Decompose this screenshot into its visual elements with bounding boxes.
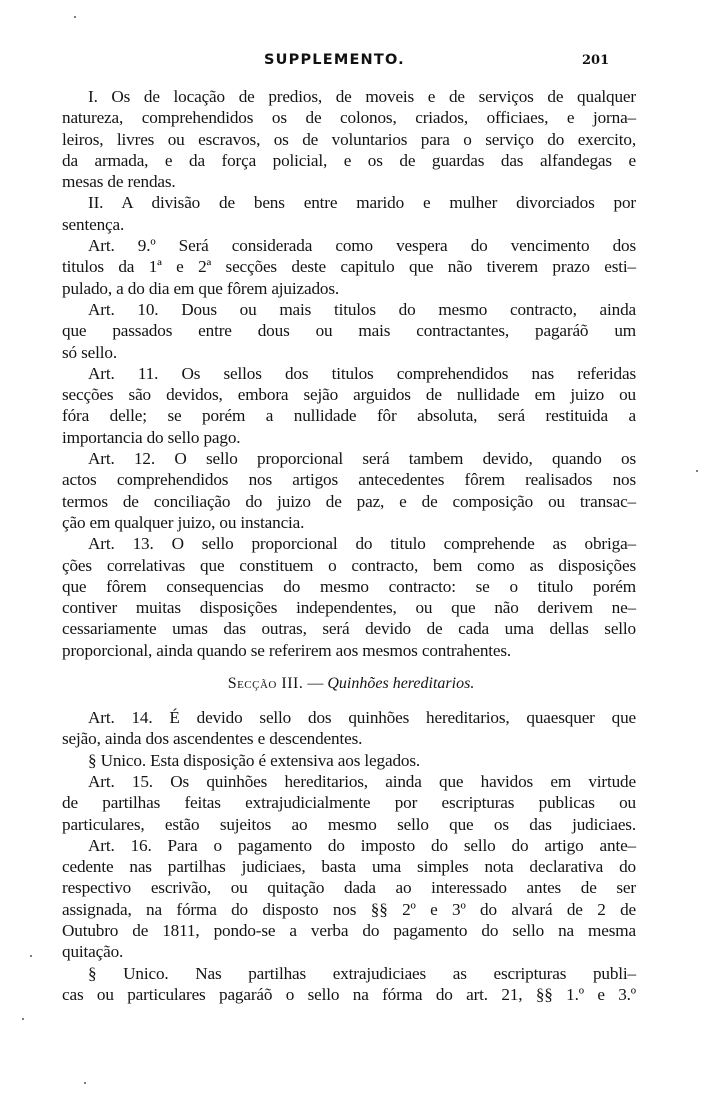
- section-title: Quinhões hereditarios.: [327, 675, 475, 693]
- body-text: [62, 86, 636, 1005]
- text-line: que fôrem consequencias do mesmo contracto: se o titulo porém: [62, 576, 636, 596]
- text-line: Art. 12. O sello proporcional será tambem devido, quando os: [88, 449, 636, 469]
- text-line: cas ou particulares pagaráõ o sello na fórma do art. 21, §§ 1.º e 3.º: [62, 984, 636, 1004]
- text-line: leiros, livres ou escravos, os de voluntarios para o serviço do exercito,: [62, 129, 636, 149]
- section-heading: [62, 661, 636, 707]
- running-head: [0, 52, 704, 72]
- text-line: Art. 14. É devido sello dos quinhões hereditarios, quaesquer que: [88, 708, 636, 728]
- text-line: cedente nas partilhas judiciaes, basta uma simples nota declarativa do: [62, 857, 636, 877]
- text-line: da armada, e da força policial, e os de guardas das alfandegas e: [62, 150, 636, 170]
- paragraph-art-12: [62, 448, 636, 533]
- paragraph-art-10: [62, 299, 636, 363]
- page-number: 201: [582, 53, 610, 68]
- text-line: assignada, na fórma do disposto nos §§ 2º e 3º do alvará de 2 de: [62, 899, 636, 919]
- text-line: Art. 10. Dous ou mais titulos do mesmo contracto, ainda: [88, 299, 636, 319]
- text-line: II. A divisão de bens entre marido e mulher divorciados por: [88, 193, 636, 213]
- paragraph-art-14: [62, 707, 636, 750]
- text-line: quitação.: [62, 942, 124, 962]
- paragraph-art-16-unico: [62, 963, 636, 1006]
- text-line: Art. 15. Os quinhões hereditarios, ainda que havidos em virtude: [88, 771, 636, 791]
- text-line: Outubro de 1811, pondo-se a verba do pagamento do sello na mesma: [62, 920, 636, 940]
- text-line: ção em qualquer juizo, ou instancia.: [62, 512, 305, 532]
- text-line: contiver muitas disposições independentes, ou que não derivem ne–: [62, 598, 636, 618]
- text-line: particulares, estão sujeitos ao mesmo sello que os das judiciaes.: [62, 814, 636, 834]
- paragraph-art-9: [62, 235, 636, 299]
- scan-speck: [84, 1082, 86, 1084]
- text-line: cessariamente umas das outras, será devido de cada uma dellas sello: [62, 619, 636, 639]
- paragraph-art-14-unico: [62, 750, 636, 771]
- text-line: secções são devidos, embora sejão arguidos de nullidade em juizo ou: [62, 385, 636, 405]
- text-line: actos comprehendidos nos artigos antecedentes fôrem realisados nos: [62, 470, 636, 490]
- text-line: de partilhas feitas extrajudicialmente por escripturas publicas ou: [62, 793, 636, 813]
- paragraph-art-16: [62, 835, 636, 963]
- scan-speck: [696, 470, 698, 472]
- running-title: SUPPLEMENTO.: [264, 52, 405, 68]
- text-line: mesas de rendas.: [62, 172, 176, 192]
- text-line: termos de conciliação do juizo de paz, e de composição ou transac–: [62, 491, 636, 511]
- paragraph-item-2: [62, 192, 636, 235]
- text-line: respectivo escrivão, ou quitação dada ao interessado antes de ser: [62, 878, 636, 898]
- text-line: Art. 9.º Será considerada como vespera do vencimento dos: [88, 236, 636, 256]
- scan-speck: [74, 16, 76, 18]
- text-line: ções correlativas que constituem o contracto, bem como as disposições: [62, 555, 636, 575]
- paragraph-art-11: [62, 363, 636, 448]
- text-line: Art. 13. O sello proporcional do titulo comprehende as obriga–: [88, 534, 636, 554]
- text-line: fóra delle; se porém a nullidade fôr absoluta, será restituida a: [62, 406, 636, 426]
- paragraph-art-13: [62, 533, 636, 661]
- text-line: titulos da 1ª e 2ª secções deste capitulo que não tiverem prazo esti–: [62, 257, 636, 277]
- scan-speck: [22, 1018, 24, 1020]
- text-line: Art. 16. Para o pagamento do imposto do sello do artigo ante–: [88, 835, 636, 855]
- text-line: § Unico. Nas partilhas extrajudiciaes as escripturas publi–: [88, 963, 636, 983]
- text-line: I. Os de locação de predios, de moveis e de serviços de qualquer: [88, 87, 636, 106]
- text-line: § Unico. Esta disposição é extensiva aos legados.: [88, 750, 421, 770]
- text-line: que passados entre dous ou mais contractantes, pagaráõ um: [62, 321, 636, 341]
- paragraph-item-1: [62, 86, 636, 192]
- section-separator: —: [303, 675, 328, 693]
- scan-speck: [30, 955, 32, 957]
- section-label: Secção III.: [227, 675, 304, 693]
- text-line: Art. 11. Os sellos dos titulos comprehendidos nas referidas: [88, 363, 636, 383]
- text-line: importancia do sello pago.: [62, 427, 241, 447]
- text-line: natureza, comprehendidos os de colonos, criados, officiaes, e jorna–: [62, 108, 636, 128]
- text-line: sentença.: [62, 214, 125, 234]
- paragraph-art-15: [62, 771, 636, 835]
- text-line: só sello.: [62, 342, 117, 362]
- text-line: proporcional, ainda quando se referirem aos mesmos contrahentes.: [62, 640, 512, 660]
- text-line: sejão, ainda dos ascendentes e descendentes.: [62, 729, 363, 749]
- text-line: pulado, a do dia em que fôrem ajuizados.: [62, 278, 340, 298]
